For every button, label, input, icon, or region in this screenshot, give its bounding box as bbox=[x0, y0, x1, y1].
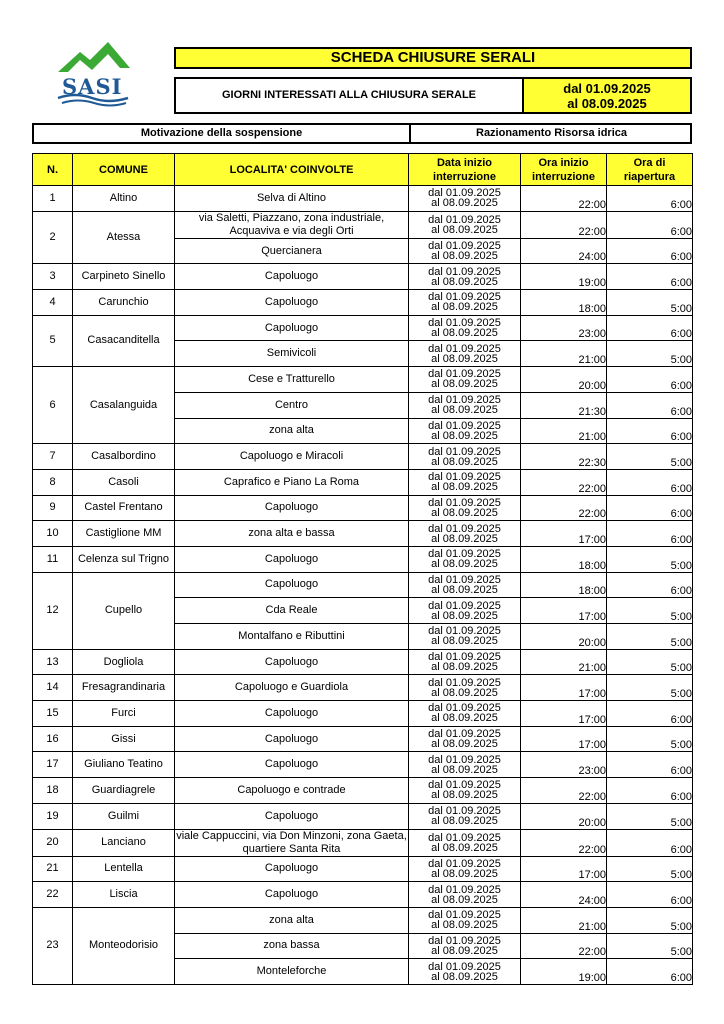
row-end-time: 6:00 bbox=[607, 521, 693, 547]
row-date-from: dal 01.09.2025 bbox=[428, 831, 501, 844]
row-number: 1 bbox=[33, 186, 73, 212]
row-date-from: dal 01.09.2025 bbox=[428, 548, 501, 561]
row-end-time: 5:00 bbox=[607, 649, 693, 675]
row-comune: Carunchio bbox=[73, 290, 175, 316]
row-date bbox=[409, 829, 521, 856]
row-start-time: 19:00 bbox=[521, 959, 607, 985]
row-localita: Capoluogo e Guardiola bbox=[175, 675, 409, 701]
row-date-from: dal 01.09.2025 bbox=[428, 573, 501, 586]
row-start-time: 22:00 bbox=[521, 469, 607, 495]
row-number: 4 bbox=[33, 290, 73, 316]
row-date bbox=[409, 444, 521, 470]
row-number: 12 bbox=[33, 572, 73, 649]
table-row bbox=[33, 572, 693, 598]
row-date-to: al 08.09.2025 bbox=[431, 378, 498, 391]
row-start-time: 21:00 bbox=[521, 907, 607, 933]
row-number: 6 bbox=[33, 367, 73, 444]
row-date bbox=[409, 315, 521, 341]
header-start bbox=[521, 154, 607, 186]
row-date-to: al 08.09.2025 bbox=[431, 841, 498, 854]
row-end-time: 6:00 bbox=[607, 367, 693, 393]
row-number: 22 bbox=[33, 882, 73, 908]
row-start-time: 17:00 bbox=[521, 701, 607, 727]
row-localita: Capoluogo e Miracoli bbox=[175, 444, 409, 470]
table-row bbox=[33, 752, 693, 778]
row-comune: Castiglione MM bbox=[73, 521, 175, 547]
table-row bbox=[33, 856, 693, 882]
row-end-time: 5:00 bbox=[607, 675, 693, 701]
row-comune: Lanciano bbox=[73, 829, 175, 856]
row-date bbox=[409, 907, 521, 933]
row-localita: zona alta bbox=[175, 907, 409, 933]
row-start-time: 19:00 bbox=[521, 264, 607, 290]
row-localita: Centro bbox=[175, 392, 409, 418]
row-end-time: 6:00 bbox=[607, 469, 693, 495]
row-date bbox=[409, 701, 521, 727]
row-date-from: dal 01.09.2025 bbox=[428, 445, 501, 458]
row-comune: Altino bbox=[73, 186, 175, 212]
row-date-from: dal 01.09.2025 bbox=[428, 342, 501, 355]
row-date bbox=[409, 598, 521, 624]
row-number: 11 bbox=[33, 546, 73, 572]
row-start-time: 21:00 bbox=[521, 418, 607, 444]
row-date bbox=[409, 238, 521, 264]
table-row bbox=[33, 186, 693, 212]
table-row bbox=[33, 829, 693, 856]
table-row bbox=[33, 495, 693, 521]
row-number: 18 bbox=[33, 778, 73, 804]
header-comune: COMUNE bbox=[73, 154, 175, 186]
row-start-time: 17:00 bbox=[521, 521, 607, 547]
row-date-from: dal 01.09.2025 bbox=[428, 779, 501, 792]
row-end-time: 6:00 bbox=[607, 211, 693, 238]
row-localita: Capoluogo bbox=[175, 290, 409, 316]
logo-text: SASI bbox=[62, 74, 123, 99]
table-header-row bbox=[33, 154, 693, 186]
row-date-from: dal 01.09.2025 bbox=[428, 187, 501, 200]
header-start-line1: Ora inizio bbox=[538, 156, 589, 169]
row-localita: Capoluogo bbox=[175, 264, 409, 290]
row-localita: zona alta bbox=[175, 418, 409, 444]
row-start-time: 17:00 bbox=[521, 856, 607, 882]
row-comune: Monteodorisio bbox=[73, 907, 175, 984]
sasi-logo bbox=[50, 38, 136, 108]
row-date-from: dal 01.09.2025 bbox=[428, 960, 501, 973]
motivation-box bbox=[32, 123, 692, 144]
row-date bbox=[409, 392, 521, 418]
row-end-time: 6:00 bbox=[607, 392, 693, 418]
row-date-to: al 08.09.2025 bbox=[431, 712, 498, 725]
days-box bbox=[174, 77, 692, 114]
row-date-from: dal 01.09.2025 bbox=[428, 265, 501, 278]
row-comune: Atessa bbox=[73, 211, 175, 264]
header-num: N. bbox=[33, 154, 73, 186]
row-localita: Montalfano e Ributtini bbox=[175, 624, 409, 650]
row-date bbox=[409, 521, 521, 547]
row-date-from: dal 01.09.2025 bbox=[428, 213, 501, 226]
days-label: GIORNI INTERESSATI ALLA CHIUSURA SERALE bbox=[221, 89, 477, 101]
row-comune: Casoli bbox=[73, 469, 175, 495]
row-end-time: 6:00 bbox=[607, 752, 693, 778]
row-localita: viale Cappuccini, via Don Minzoni, zona Gaeta, quartiere Santa Rita bbox=[176, 829, 407, 855]
header-data-line1: Data inizio bbox=[436, 156, 492, 169]
row-date-to: al 08.09.2025 bbox=[431, 301, 498, 314]
row-date bbox=[409, 367, 521, 393]
row-comune: Carpineto Sinello bbox=[73, 264, 175, 290]
row-date-to: al 08.09.2025 bbox=[431, 867, 498, 880]
row-date bbox=[409, 211, 521, 238]
range-to: al 08.09.2025 bbox=[567, 96, 647, 111]
range-from: dal 01.09.2025 bbox=[563, 81, 651, 96]
row-comune: Guardiagrele bbox=[73, 778, 175, 804]
row-localita: Capoluogo bbox=[175, 701, 409, 727]
row-end-time: 5:00 bbox=[607, 907, 693, 933]
table-row bbox=[33, 469, 693, 495]
table-row bbox=[33, 907, 693, 933]
row-date-to: al 08.09.2025 bbox=[431, 455, 498, 468]
row-number: 14 bbox=[33, 675, 73, 701]
row-date-to: al 08.09.2025 bbox=[431, 352, 498, 365]
table-row bbox=[33, 649, 693, 675]
table-row bbox=[33, 701, 693, 727]
row-end-time: 5:00 bbox=[607, 341, 693, 367]
row-end-time: 6:00 bbox=[607, 778, 693, 804]
row-end-time: 6:00 bbox=[607, 701, 693, 727]
row-number: 16 bbox=[33, 726, 73, 752]
row-localita: Capoluogo bbox=[175, 495, 409, 521]
row-date-from: dal 01.09.2025 bbox=[428, 702, 501, 715]
row-start-time: 22:00 bbox=[521, 186, 607, 212]
row-date bbox=[409, 726, 521, 752]
row-localita: Capoluogo e contrade bbox=[175, 778, 409, 804]
row-start-time: 18:00 bbox=[521, 290, 607, 316]
row-localita: via Saletti, Piazzano, zona industriale, Acquaviva e via degli Orti bbox=[175, 211, 409, 238]
row-localita: Monteleforche bbox=[175, 959, 409, 985]
row-date-from: dal 01.09.2025 bbox=[428, 522, 501, 535]
row-date-to: al 08.09.2025 bbox=[431, 275, 498, 288]
row-date-from: dal 01.09.2025 bbox=[428, 728, 501, 741]
row-end-time: 6:00 bbox=[607, 264, 693, 290]
row-date-from: dal 01.09.2025 bbox=[428, 291, 501, 304]
header-end-line2: riapertura bbox=[623, 170, 676, 183]
row-localita: Quercianera bbox=[175, 238, 409, 264]
row-date bbox=[409, 959, 521, 985]
row-date bbox=[409, 264, 521, 290]
row-number: 3 bbox=[33, 264, 73, 290]
row-date bbox=[409, 341, 521, 367]
row-start-time: 21:00 bbox=[521, 341, 607, 367]
row-localita: Capoluogo bbox=[175, 315, 409, 341]
row-date-from: dal 01.09.2025 bbox=[428, 496, 501, 509]
row-date-to: al 08.09.2025 bbox=[431, 506, 498, 519]
row-end-time: 5:00 bbox=[607, 624, 693, 650]
row-comune: Cupello bbox=[73, 572, 175, 649]
table-row bbox=[33, 778, 693, 804]
row-localita: zona alta e bassa bbox=[175, 521, 409, 547]
table-row bbox=[33, 546, 693, 572]
row-number: 21 bbox=[33, 856, 73, 882]
row-date bbox=[409, 752, 521, 778]
row-number: 10 bbox=[33, 521, 73, 547]
row-date-to: al 08.09.2025 bbox=[431, 250, 498, 263]
row-date-to: al 08.09.2025 bbox=[431, 893, 498, 906]
row-end-time: 6:00 bbox=[607, 238, 693, 264]
row-number: 7 bbox=[33, 444, 73, 470]
row-number: 20 bbox=[33, 829, 73, 856]
row-start-time: 22:00 bbox=[521, 211, 607, 238]
header-end-line1: Ora di bbox=[633, 156, 666, 169]
row-end-time: 6:00 bbox=[607, 882, 693, 908]
row-localita: Cese e Tratturello bbox=[175, 367, 409, 393]
row-start-time: 24:00 bbox=[521, 238, 607, 264]
row-comune: Castel Frentano bbox=[73, 495, 175, 521]
table-row bbox=[33, 521, 693, 547]
row-comune: Furci bbox=[73, 701, 175, 727]
row-number: 9 bbox=[33, 495, 73, 521]
row-start-time: 20:00 bbox=[521, 803, 607, 829]
row-localita: Capoluogo bbox=[175, 803, 409, 829]
row-end-time: 5:00 bbox=[607, 444, 693, 470]
table-row bbox=[33, 211, 693, 238]
row-date-from: dal 01.09.2025 bbox=[428, 934, 501, 947]
row-date bbox=[409, 495, 521, 521]
row-date-to: al 08.09.2025 bbox=[431, 635, 498, 648]
row-number: 8 bbox=[33, 469, 73, 495]
row-comune: Dogliola bbox=[73, 649, 175, 675]
row-start-time: 22:30 bbox=[521, 444, 607, 470]
row-date bbox=[409, 186, 521, 212]
row-start-time: 20:00 bbox=[521, 624, 607, 650]
row-date-from: dal 01.09.2025 bbox=[428, 240, 501, 253]
row-start-time: 22:00 bbox=[521, 829, 607, 856]
row-end-time: 5:00 bbox=[607, 726, 693, 752]
table-row bbox=[33, 444, 693, 470]
row-localita: Capoluogo bbox=[175, 752, 409, 778]
row-start-time: 20:00 bbox=[521, 367, 607, 393]
row-date-to: al 08.09.2025 bbox=[431, 815, 498, 828]
row-localita: Selva di Altino bbox=[175, 186, 409, 212]
row-date-from: dal 01.09.2025 bbox=[428, 651, 501, 664]
row-date bbox=[409, 624, 521, 650]
row-comune: Guilmi bbox=[73, 803, 175, 829]
row-start-time: 23:00 bbox=[521, 315, 607, 341]
header-end bbox=[607, 154, 693, 186]
table-row bbox=[33, 290, 693, 316]
row-date-to: al 08.09.2025 bbox=[431, 327, 498, 340]
header-start-line2: interruzione bbox=[532, 170, 595, 183]
row-date-to: al 08.09.2025 bbox=[431, 944, 498, 957]
row-end-time: 5:00 bbox=[607, 546, 693, 572]
row-comune: Gissi bbox=[73, 726, 175, 752]
row-date bbox=[409, 572, 521, 598]
row-start-time: 17:00 bbox=[521, 598, 607, 624]
row-date-to: al 08.09.2025 bbox=[431, 223, 498, 236]
row-comune: Casalbordino bbox=[73, 444, 175, 470]
header-data-line2: interruzione bbox=[433, 170, 496, 183]
row-end-time: 5:00 bbox=[607, 803, 693, 829]
header-data bbox=[409, 154, 521, 186]
row-comune: Giuliano Teatino bbox=[73, 752, 175, 778]
row-localita: Cda Reale bbox=[175, 598, 409, 624]
row-start-time: 22:00 bbox=[521, 933, 607, 959]
row-date-from: dal 01.09.2025 bbox=[428, 909, 501, 922]
row-date-from: dal 01.09.2025 bbox=[428, 368, 501, 381]
row-localita: Capoluogo bbox=[175, 546, 409, 572]
row-start-time: 22:00 bbox=[521, 495, 607, 521]
row-comune: Liscia bbox=[73, 882, 175, 908]
row-date-to: al 08.09.2025 bbox=[431, 789, 498, 802]
row-date-from: dal 01.09.2025 bbox=[428, 805, 501, 818]
row-localita: zona bassa bbox=[175, 933, 409, 959]
row-number: 5 bbox=[33, 315, 73, 366]
motivation-label: Motivazione della sospensione bbox=[140, 127, 303, 139]
row-number: 19 bbox=[33, 803, 73, 829]
row-number: 17 bbox=[33, 752, 73, 778]
closures-table bbox=[32, 153, 693, 985]
row-end-time: 5:00 bbox=[607, 598, 693, 624]
days-range bbox=[522, 79, 690, 112]
table-row bbox=[33, 367, 693, 393]
row-date-from: dal 01.09.2025 bbox=[428, 753, 501, 766]
row-comune: Casalanguida bbox=[73, 367, 175, 444]
row-start-time: 23:00 bbox=[521, 752, 607, 778]
row-date-from: dal 01.09.2025 bbox=[428, 317, 501, 330]
row-start-time: 17:00 bbox=[521, 675, 607, 701]
row-date-to: al 08.09.2025 bbox=[431, 583, 498, 596]
row-date-to: al 08.09.2025 bbox=[431, 197, 498, 210]
row-number: 2 bbox=[33, 211, 73, 264]
row-localita: Capoluogo bbox=[175, 882, 409, 908]
table-row bbox=[33, 726, 693, 752]
row-end-time: 5:00 bbox=[607, 856, 693, 882]
row-date-to: al 08.09.2025 bbox=[431, 429, 498, 442]
row-date bbox=[409, 418, 521, 444]
row-date bbox=[409, 290, 521, 316]
row-end-time: 6:00 bbox=[607, 495, 693, 521]
row-localita: Semivicoli bbox=[175, 341, 409, 367]
table-row bbox=[33, 315, 693, 341]
row-date-to: al 08.09.2025 bbox=[431, 686, 498, 699]
row-end-time: 6:00 bbox=[607, 959, 693, 985]
row-date-to: al 08.09.2025 bbox=[431, 661, 498, 674]
row-date-to: al 08.09.2025 bbox=[431, 738, 498, 751]
row-date-to: al 08.09.2025 bbox=[431, 970, 498, 983]
row-date bbox=[409, 803, 521, 829]
row-date bbox=[409, 546, 521, 572]
row-number: 23 bbox=[33, 907, 73, 984]
row-date bbox=[409, 933, 521, 959]
row-date bbox=[409, 882, 521, 908]
row-end-time: 6:00 bbox=[607, 186, 693, 212]
row-date-from: dal 01.09.2025 bbox=[428, 676, 501, 689]
row-start-time: 24:00 bbox=[521, 882, 607, 908]
row-localita: Capoluogo bbox=[175, 649, 409, 675]
row-number: 15 bbox=[33, 701, 73, 727]
row-date-from: dal 01.09.2025 bbox=[428, 599, 501, 612]
row-end-time: 6:00 bbox=[607, 315, 693, 341]
row-date-to: al 08.09.2025 bbox=[431, 558, 498, 571]
row-date-from: dal 01.09.2025 bbox=[428, 419, 501, 432]
row-end-time: 6:00 bbox=[607, 418, 693, 444]
row-start-time: 18:00 bbox=[521, 546, 607, 572]
row-comune: Celenza sul Trigno bbox=[73, 546, 175, 572]
row-start-time: 17:00 bbox=[521, 726, 607, 752]
row-date bbox=[409, 856, 521, 882]
page-title: SCHEDA CHIUSURE SERALI bbox=[174, 47, 692, 69]
row-localita: Capoluogo bbox=[175, 726, 409, 752]
row-localita: Capoluogo bbox=[175, 856, 409, 882]
table-row bbox=[33, 264, 693, 290]
row-localita: Caprafico e Piano La Roma bbox=[175, 469, 409, 495]
row-end-time: 5:00 bbox=[607, 290, 693, 316]
row-date-to: al 08.09.2025 bbox=[431, 763, 498, 776]
row-date-to: al 08.09.2025 bbox=[431, 919, 498, 932]
row-date bbox=[409, 649, 521, 675]
row-date-from: dal 01.09.2025 bbox=[428, 857, 501, 870]
row-date-from: dal 01.09.2025 bbox=[428, 883, 501, 896]
row-date-to: al 08.09.2025 bbox=[431, 481, 498, 494]
header-localita: LOCALITA' COINVOLTE bbox=[175, 154, 409, 186]
motivation-value: Razionamento Risorsa idrica bbox=[409, 125, 692, 142]
row-date-to: al 08.09.2025 bbox=[431, 404, 498, 417]
row-start-time: 22:00 bbox=[521, 778, 607, 804]
row-date bbox=[409, 778, 521, 804]
table-body bbox=[33, 186, 693, 985]
row-start-time: 18:00 bbox=[521, 572, 607, 598]
row-date-from: dal 01.09.2025 bbox=[428, 394, 501, 407]
table-row bbox=[33, 675, 693, 701]
row-start-time: 21:00 bbox=[521, 649, 607, 675]
row-comune: Casacanditella bbox=[73, 315, 175, 366]
row-end-time: 6:00 bbox=[607, 829, 693, 856]
row-date-from: dal 01.09.2025 bbox=[428, 471, 501, 484]
row-end-time: 5:00 bbox=[607, 933, 693, 959]
table-row bbox=[33, 803, 693, 829]
row-date bbox=[409, 469, 521, 495]
row-date-from: dal 01.09.2025 bbox=[428, 625, 501, 638]
row-localita: Capoluogo bbox=[175, 572, 409, 598]
row-comune: Lentella bbox=[73, 856, 175, 882]
row-date-to: al 08.09.2025 bbox=[431, 609, 498, 622]
table-row bbox=[33, 882, 693, 908]
row-end-time: 6:00 bbox=[607, 572, 693, 598]
row-comune: Fresagrandinaria bbox=[73, 675, 175, 701]
row-number: 13 bbox=[33, 649, 73, 675]
row-date bbox=[409, 675, 521, 701]
row-start-time: 21:30 bbox=[521, 392, 607, 418]
row-date-to: al 08.09.2025 bbox=[431, 532, 498, 545]
